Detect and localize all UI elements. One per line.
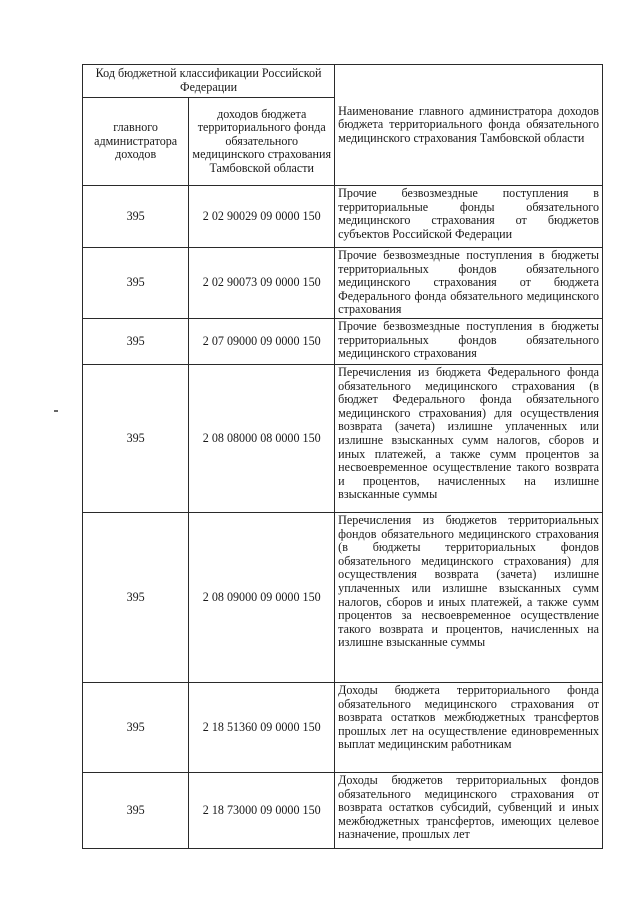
budget-classification-table xyxy=(82,64,603,849)
admin-code-cell: 395 xyxy=(83,248,189,319)
table-row xyxy=(83,772,603,848)
header-admin-cell: главного администратора доходов xyxy=(83,98,189,186)
table-row xyxy=(83,318,603,364)
admin-code-cell: 395 xyxy=(83,772,189,848)
admin-code-cell: 395 xyxy=(83,318,189,364)
budget-code-cell: 2 02 90073 09 0000 150 xyxy=(189,248,335,319)
description-cell: Перечисления из бюджета Федерального фонда обязательного медицинского страхования (в бюджет Федерального фонда обязательного медицинского страхования) для осуществления возврата (зачета) излишне уплаченных или излишне взысканных сумм налогов, сборов и иных платежей, а также сумм процентов за несвоевременное осуществление такого возврата и процентов, начисленных на излишне взысканные суммы xyxy=(335,364,603,512)
budget-classification-document xyxy=(82,64,603,860)
budget-code-cell: 2 18 51360 09 0000 150 xyxy=(189,682,335,772)
header-group-cell: Код бюджетной классификации Российской Федерации xyxy=(83,65,335,98)
table-row xyxy=(83,186,603,248)
table-row xyxy=(83,248,603,319)
header-name-cell: Наименование главного администратора доходов бюджета территориального фонда обязательного медицинского страхования Тамбовской области xyxy=(335,65,603,186)
description-cell: Прочие безвозмездные поступления в бюджеты территориальных фондов обязательного медицинского страхования xyxy=(335,318,603,364)
budget-code-cell: 2 08 08000 08 0000 150 xyxy=(189,364,335,512)
budget-code-cell: 2 08 09000 09 0000 150 xyxy=(189,512,335,682)
margin-mark xyxy=(54,410,58,412)
budget-code-cell: 2 07 09000 09 0000 150 xyxy=(189,318,335,364)
description-cell: Прочие безвозмездные поступления в бюджеты территориальных фондов обязательного медицинского страхования от бюджета Федерального фонда обязательного медицинского страхования xyxy=(335,248,603,319)
description-cell: Доходы бюджета территориального фонда обязательного медицинского страхования от возврата остатков межбюджетных трансфертов прошлых лет на осуществление единовременных выплат медицинским работникам xyxy=(335,682,603,772)
budget-code-cell: 2 18 73000 09 0000 150 xyxy=(189,772,335,848)
admin-code-cell: 395 xyxy=(83,364,189,512)
admin-code-cell: 395 xyxy=(83,512,189,682)
description-cell: Доходы бюджетов территориальных фондов обязательного медицинского страхования от возврата остатков субсидий, субвенций и иных межбюджетных трансфертов, имеющих целевое назначение, прошлых лет xyxy=(335,772,603,848)
budget-code-cell: 2 02 90029 09 0000 150 xyxy=(189,186,335,248)
admin-code-cell: 395 xyxy=(83,186,189,248)
header-row-1 xyxy=(83,65,603,98)
table-row xyxy=(83,682,603,772)
admin-code-cell: 395 xyxy=(83,682,189,772)
description-cell: Прочие безвозмездные поступления в территориальные фонды обязательного медицинского страхования от бюджетов субъектов Российской Федерации xyxy=(335,186,603,248)
description-cell: Перечисления из бюджетов территориальных фондов обязательного медицинского страхования (в бюджеты территориальных фондов обязательного медицинского страхования) для осуществления возврата (зачета) излишне уплаченных или излишне взысканных сумм налогов, сборов и иных платежей, а также сумм процентов за несвоевременное осуществление такого возврата и процентов, начисленных на излишне взысканные суммы xyxy=(335,512,603,682)
table-row xyxy=(83,512,603,682)
header-income-cell: доходов бюджета территориального фонда обязательного медицинского страхования Тамбовской области xyxy=(189,98,335,186)
table-row xyxy=(83,364,603,512)
